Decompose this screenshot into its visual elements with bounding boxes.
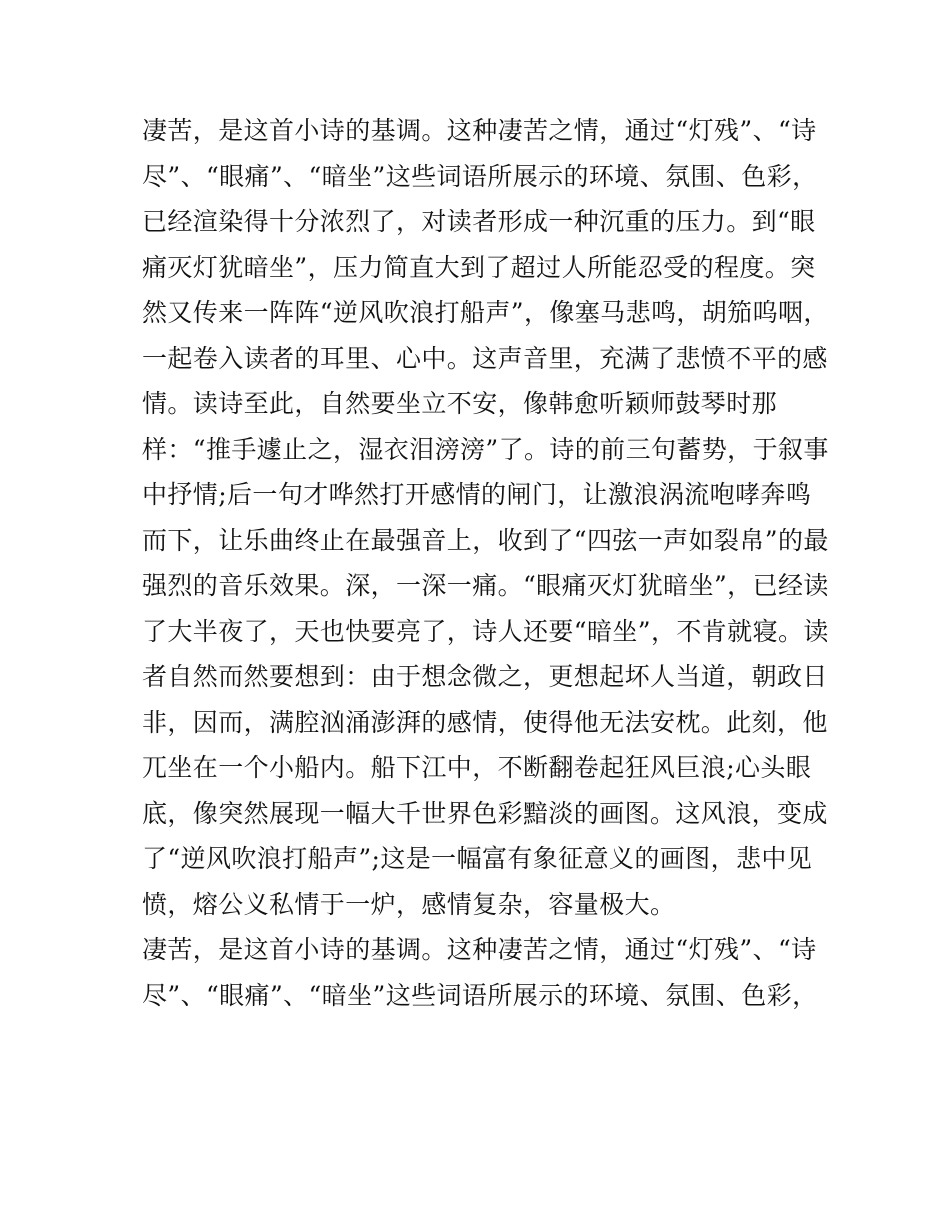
text-line: 底，像突然展现一幅大千世界色彩黯淡的画图。这风浪，变成 xyxy=(142,798,828,828)
text-line: 然又传来一阵阵“逆风吹浪打船声”，像塞马悲鸣，胡笳呜咽， xyxy=(142,298,829,327)
text-line: 强烈的音乐效果。深，一深一痛。“眼痛灭灯犹暗坐”，已经读 xyxy=(142,571,829,600)
text-line: 一起卷入读者的耳里、心中。这声音里，充满了悲愤不平的感 xyxy=(142,343,828,373)
text-line: 愤，熔公义私情于一炉，感情复杂，容量极大。 xyxy=(142,889,676,919)
text-line: 已经渲染得十分浓烈了，对读者形成一种沉重的压力。到“眼 xyxy=(142,207,816,236)
text-line: 情。读诗至此，自然要坐立不安，像韩愈听颖师鼓琴时那 xyxy=(142,389,778,418)
text-line: 了“逆风吹浪打船声”;这是一幅富有象征意义的画图，悲中见 xyxy=(142,844,813,873)
text-line: 非，因而，满腔汹涌澎湃的感情，使得他无法安枕。此刻，他 xyxy=(142,707,828,737)
text-line: 尽”、“眼痛”、“暗坐”这些词语所展示的环境、氛围、色彩， xyxy=(142,980,818,1010)
body-text xyxy=(142,108,829,1018)
text-line: 中抒情;后一句才哗然打开感情的闸门，让激浪涡流咆哮奔鸣 xyxy=(142,480,812,509)
text-line: 者自然而然要想到：由于想念微之，更想起坏人当道，朝政日 xyxy=(142,662,828,691)
text-line: 样：“推手遽止之，湿衣泪滂滂”了。诗的前三句蓄势，于叙事 xyxy=(142,434,829,464)
text-line: 兀坐在一个小船内。船下江中，不断翻卷起狂风巨浪;心头眼 xyxy=(142,753,812,782)
text-line: 了大半夜了，天也快要亮了，诗人还要“暗坐”，不肯就寝。读 xyxy=(142,616,829,646)
text-line: 痛灭灯犹暗坐”，压力简直大到了超过人所能忍受的程度。突 xyxy=(142,252,816,282)
text-line: 凄苦，是这首小诗的基调。这种凄苦之情，通过“灯残”、“诗 xyxy=(142,935,817,964)
text-line: 而下，让乐曲终止在最强音上，收到了“四弦一声如裂帛”的最 xyxy=(142,525,829,555)
text-line: 尽”、“眼痛”、“暗坐”这些词语所展示的环境、氛围、色彩， xyxy=(142,161,818,191)
text-line: 凄苦，是这首小诗的基调。这种凄苦之情，通过“灯残”、“诗 xyxy=(142,116,817,145)
